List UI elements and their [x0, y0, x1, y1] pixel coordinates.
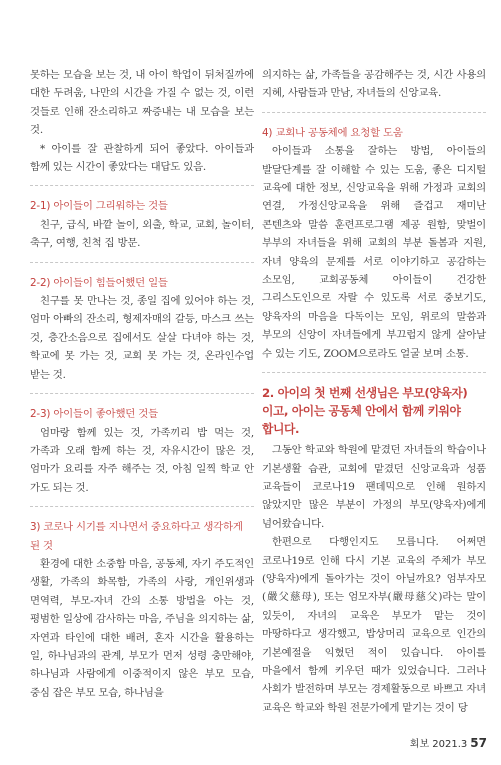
section-3-body: 환경에 대한 소중함 마음, 공동체, 자기 주도적인 생활, 가족의 화목함, 가족의 사랑, 개인위생과 면역력, 부모-자녀 간의 소통 방법을 아는 것, 평범한 일상에 감사하는 마음, 주님을 의지하는 삶, 자연과 타인에 대한 배려, 혼자 시간을 활용하는 일, 하나님과의 관계, 부모가 먼저 성령 충만해야, 하나님과 사람에게 이중적이지 않은 부모 모습, 중심 잡은 부모 모습, 하나님을	[30, 557, 254, 699]
right-continuation-paragraph: 의지하는 삶, 가족들을 공감해주는 것, 시간 사용의 지혜, 사람들과 만남, 자녀들의 신앙교육.	[262, 69, 486, 100]
section-divider	[30, 506, 254, 507]
left-column	[30, 66, 254, 702]
issue-label: 회보 2021.3	[409, 739, 468, 750]
main-section-paragraph-1: 그동안 학교와 학원에 맡겼던 자녀들의 학습이나 기본생활 습관, 교회에 맡겼던 신앙교육과 성품 교육들이 코로나19 팬데믹으로 인해 원하지 않았지만 많은 부분이 가정의 부모(양육자)에게 넘어왔습니다.	[262, 444, 486, 530]
left-intro-paragraph: 못하는 모습을 보는 것, 내 아이 학업이 뒤처질까에 대한 두려움, 나만의 시간을 가질 수 없는 것, 이런 것들로 인해 잔소리하고 짜증내는 내 모습을 보는 것.	[30, 69, 254, 137]
section-4-body: 아이들과 소통을 잘하는 방법, 아이들의 발달단계를 잘 이해할 수 있는 도움, 좋은 디지털 교육에 대한 정보, 신앙교육을 위해 가정과 교회의 연결, 가정신앙교육을 위해 즐겁고 재미난 콘텐츠와 말씀 훈련프로그램 제공 원함, 맞벌이 부부의 자녀들을 위해 교회의 부분 돌봄과 지원, 자녀 양육의 문제를 서로 이야기하고 공감하는 소모임, 교회공동체 아이들이 건강한 그리스도인으로 자랄 수 있도록 서로 중보기도, 양육자의 마음을 다독이는 모임, 위로의 말씀과 부모의 신앙이 자녀들에게 부끄럽지 않게 살아날 수 있는 기도, ZOOM으로라도 얼굴 보며 소통.	[262, 145, 486, 360]
section-divider	[30, 185, 254, 186]
section-divider	[30, 393, 254, 394]
section-3-heading: 3) 코로나 시기를 지나면서 중요하다고 생각하게 된 것	[30, 521, 243, 552]
section-2-1-body: 친구, 급식, 바깥 놀이, 외출, 학교, 교회, 놀이터, 축구, 여행, 친척 집 방문.	[30, 218, 254, 250]
page-number: 57	[470, 736, 487, 750]
section-divider	[30, 262, 254, 263]
section-2-2-heading: 2-2) 아이들이 힘들어했던 일들	[30, 276, 168, 289]
section-4-heading: 4) 교회나 공동체에 요청할 도움	[262, 126, 403, 139]
page-footer	[410, 732, 487, 751]
section-2-3-heading: 2-3) 아이들이 좋아했던 것들	[30, 408, 158, 421]
section-2-2-body: 친구를 못 만나는 것, 종일 집에 있어야 하는 것, 엄마 아빠의 잔소리, 형제자매의 갈등, 마스크 쓰는 것, 층간소음으로 집에서도 살살 다녀야 하는 것, 학교에 못 가는 것, 교회 못 가는 것, 온라인수업 받는 것.	[30, 295, 254, 381]
section-divider	[262, 372, 486, 373]
survey-note: * 아이를 잘 관찰하게 되어 좋았다. 아이들과 함께 있는 시간이 좋았다는 대답도 있음.	[30, 142, 254, 174]
main-section-heading: 2. 아이의 첫 번째 선생님은 부모(양육자)이고, 아이는 공동체 안에서 함께 키워야 합니다.	[262, 386, 468, 437]
section-2-1-heading: 2-1) 아이들이 그리워하는 것들	[30, 200, 168, 213]
section-divider	[262, 112, 486, 113]
main-section-paragraph-2: 한편으로 다행인지도 모릅니다. 어쩌면 코로나19로 인해 다시 기본 교육의 주체가 부모(양육자)에게 돌아가는 것이 아닐까요? 엄부자모(嚴父慈母), 또는 엄모자부(嚴母慈父)라는 말이 있듯이, 자녀의 교육은 부모가 맡는 것이 마땅하다고 생각했고, 밥상머리 교육으로 인간의 기본예절을 익혔던 적이 있습니다. 아이를 마을에서 함께 키우던 때가 있었습니다. 그러나 사회가 발전하며 부모는 경제활동으로 바쁘고 자녀 교육은 학교와 학원 전문가에게 맡기는 것이 당	[262, 536, 486, 714]
section-2-3-body: 엄마랑 함께 있는 것, 가족끼리 밥 먹는 것, 가족과 오래 함께 하는 것, 자유시간이 많은 것, 엄마가 요리를 자주 해주는 것, 아침 일찍 학교 안 가도 되는 것.	[30, 426, 254, 494]
right-column	[262, 66, 486, 717]
